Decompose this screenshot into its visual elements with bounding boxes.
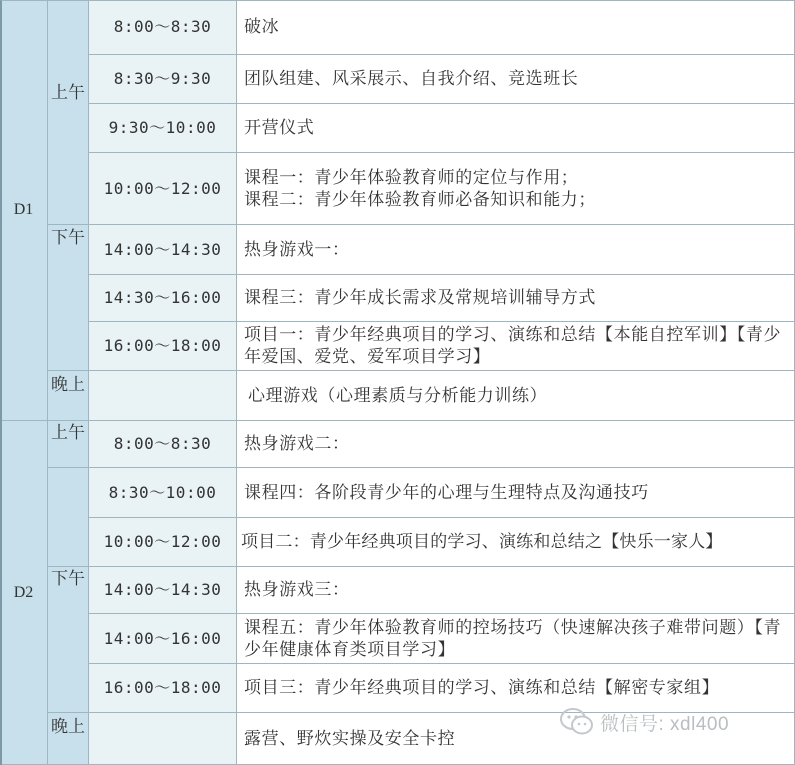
time-cell: [89, 371, 237, 421]
time-text: 8:00～8:30: [113, 17, 212, 36]
day-cell: [0, 0, 48, 421]
time-cell: [89, 713, 237, 765]
period-label: 上午: [51, 423, 85, 443]
activity-text: 课程五：青少年体验教育师的控场技巧（快速解决孩子难带问题）【青少年健康体育类项目学习】: [244, 617, 782, 660]
period-cell: [48, 421, 89, 468]
time-text: 8:30～9:30: [113, 69, 212, 88]
activity-text: 项目二：青少年经典项目的学习、演练和总结之【快乐一家人】: [241, 532, 723, 552]
wechat-icon: [560, 707, 594, 737]
activity-text: 破冰: [244, 17, 280, 37]
time-cell: [89, 518, 237, 567]
activity-cell: [237, 468, 795, 518]
wechat-watermark: [560, 702, 729, 742]
activity-cell: [237, 55, 795, 104]
period-cell: [48, 468, 89, 567]
day-label: D1: [13, 201, 34, 218]
period-label: 下午: [51, 569, 85, 589]
period-cell: [48, 0, 89, 225]
activity-text: 热身游戏三：: [244, 580, 350, 600]
activity-cell: [237, 567, 795, 614]
activity-text: 热身游戏二：: [244, 434, 350, 454]
period-label: 晚上: [51, 717, 85, 737]
activity-cell: [237, 104, 795, 153]
time-text: 14:00～16:00: [103, 628, 222, 648]
time-text: 9:30～10:00: [108, 118, 217, 137]
time-text: 14:00～14:30: [103, 580, 222, 599]
activity-text: 课程三：青少年成长需求及常规培训辅导方式: [244, 288, 596, 308]
time-text: 16:00～18:00: [103, 336, 222, 355]
period-label: 上午: [51, 83, 85, 103]
time-cell: [89, 664, 237, 713]
activity-text: 课程四：各阶段青少年的心理与生理特点及沟通技巧: [244, 482, 649, 503]
day-cell: [0, 421, 48, 765]
time-text: 8:00～8:30: [113, 434, 212, 453]
time-cell: [89, 614, 237, 664]
time-cell: [89, 55, 237, 104]
activity-cell: [237, 153, 795, 225]
period-cell: [48, 567, 89, 713]
activity-text: 团队组建、风采展示、自我介绍、竞选班长: [244, 69, 579, 89]
activity-text: 热身游戏一：: [244, 239, 350, 260]
time-cell: [89, 153, 237, 225]
activity-text: 露营、野炊实操及安全卡控: [244, 728, 456, 749]
time-cell: [89, 104, 237, 153]
time-cell: [89, 567, 237, 614]
watermark-text: 微信号: xdl400: [600, 713, 730, 735]
time-text: 14:00～14:30: [103, 239, 222, 259]
activity-text: 课程一：青少年体验教育师的定位与作用；: [244, 167, 579, 188]
activity-cell: [237, 0, 795, 55]
time-text: 8:30～10:00: [108, 482, 217, 502]
time-text: 10:00～12:00: [103, 532, 222, 551]
activity-cell: [237, 371, 795, 421]
period-cell: [48, 371, 89, 421]
activity-text: 开营仪式: [244, 118, 315, 138]
time-cell: [89, 468, 237, 518]
activity-text: 项目三：青少年经典项目的学习、演练和总结【解密专家组】: [244, 678, 720, 698]
time-cell: [89, 421, 237, 468]
period-label: 下午: [51, 228, 85, 248]
activity-cell: [237, 614, 795, 664]
activity-cell: [237, 275, 795, 322]
time-cell: [89, 225, 237, 275]
activity-text: 心理游戏（心理素质与分析能力训练）: [248, 385, 548, 406]
period-label: 晚上: [51, 375, 85, 395]
activity-cell: [237, 322, 795, 371]
activity-cell: [237, 518, 795, 567]
activity-cell: [237, 225, 795, 275]
time-cell: [89, 322, 237, 371]
time-text: 16:00～18:00: [103, 678, 222, 697]
activity-text: 课程二：青少年体验教育师必备知识和能力；: [244, 189, 596, 210]
time-text: 14:30～16:00: [103, 288, 222, 307]
time-text: 10:00～12:00: [103, 178, 222, 198]
period-cell: [48, 225, 89, 371]
activity-text-block: [244, 167, 786, 211]
period-cell: [48, 713, 89, 765]
activity-cell: [237, 421, 795, 468]
time-cell: [89, 275, 237, 322]
activity-text: 项目一：青少年经典项目的学习、演练和总结【本能自控军训】【青少年爱国、爱党、爱军项目学习】: [244, 325, 782, 367]
day-label: D2: [13, 583, 34, 601]
time-cell: [89, 0, 237, 55]
